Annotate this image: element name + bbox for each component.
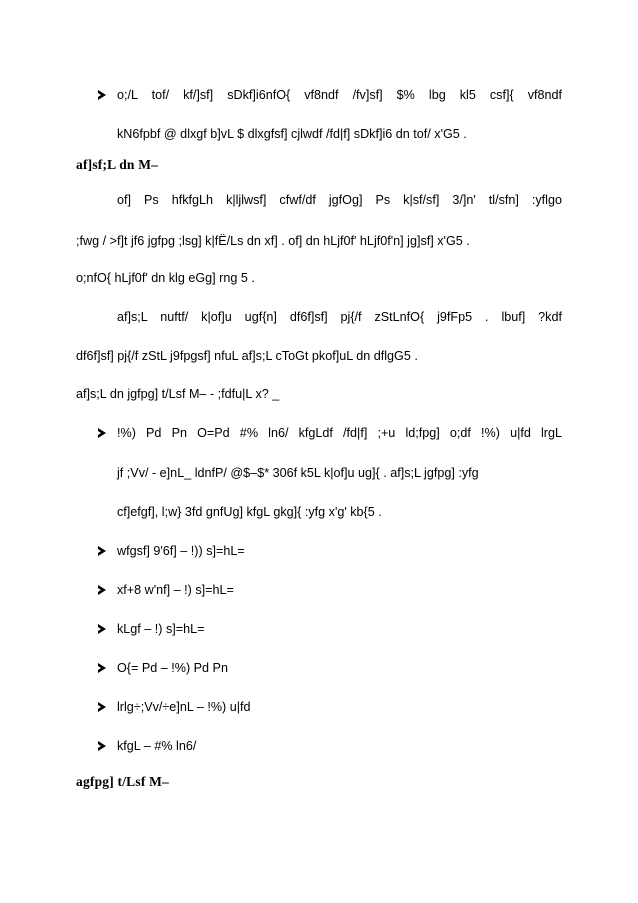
paragraph-line: o;/L tof/ kf/]sf] sDkf]i6nfO{ vf8ndf /fv]sf] $% lbg kl5 csf]{ vf8ndf bbox=[117, 88, 562, 102]
list-item: kLgf – !) s]=hL= bbox=[117, 622, 205, 636]
section-heading: af]sf;L dn M– bbox=[76, 157, 159, 172]
list-item: O{= Pd – !%) Pd Pn bbox=[117, 661, 228, 675]
paragraph-line: af]s;L dn jgfpg] t/Lsf M– - ;fdfu|L x? _ bbox=[76, 387, 280, 401]
list-item-continuation: jf ;Vv/ - e]nL_ ldnfP/ @$–$* 306f k5L k|of]u ug]{ . af]s;L jgfpg] :yfg bbox=[117, 466, 479, 480]
arrow-bullet-icon bbox=[98, 663, 106, 673]
section-heading: agfpg] t/Lsf M– bbox=[76, 774, 169, 789]
list-item: kfgL – #% ln6/ bbox=[117, 739, 197, 753]
paragraph-line: of] Ps hfkfgLh k|ljlwsf] cfwf/df jgfOg] Ps k|sf/sf] 3/]n' tl/sfn] :yflgo bbox=[117, 193, 562, 207]
paragraph-line: kN6fpbf @ dlxgf b]vL $ dlxgfsf] cjlwdf /fd|f] sDkf]i6 dn tof/ x'G5 . bbox=[117, 127, 467, 141]
paragraph-line: df6f]sf] pj{/f zStL j9fpgsf] nfuL af]s;L cToGt pkof]uL dn dflgG5 . bbox=[76, 349, 418, 363]
paragraph-line: o;nfO{ hLjf0f' dn klg eGg] rng 5 . bbox=[76, 271, 255, 285]
arrow-bullet-icon bbox=[98, 585, 106, 595]
arrow-bullet-icon bbox=[98, 546, 106, 556]
arrow-bullet-icon bbox=[98, 90, 106, 100]
list-item: xf+8 w'nf] – !) s]=hL= bbox=[117, 583, 234, 597]
list-item: wfgsf] 9'6f] – !)) s]=hL= bbox=[117, 544, 245, 558]
arrow-bullet-icon bbox=[98, 702, 106, 712]
list-item: lrlg÷;Vv/÷e]nL – !%) u|fd bbox=[117, 700, 251, 714]
list-item: !%) Pd Pn O=Pd #% ln6/ kfgLdf /fd|f] ;+u ld;fpg] o;df !%) u|fd lrgL bbox=[117, 426, 562, 440]
paragraph-line: ;fwg / >f]t jf6 jgfpg ;lsg] k|fË/Ls dn xf] . of] dn hLjf0f' hLjf0f'n] jg]sf] x'G5 . bbox=[76, 234, 470, 248]
list-item-continuation: cf]efgf], l;w} 3fd gnfUg] kfgL gkg]{ :yfg x'g' kb{5 . bbox=[117, 505, 382, 519]
paragraph-line: af]s;L nuftf/ k|of]u ugf{n] df6f]sf] pj{/f zStLnfO{ j9fFp5 . lbuf] ?kdf bbox=[117, 310, 562, 324]
arrow-bullet-icon bbox=[98, 428, 106, 438]
arrow-bullet-icon bbox=[98, 741, 106, 751]
arrow-bullet-icon bbox=[98, 624, 106, 634]
